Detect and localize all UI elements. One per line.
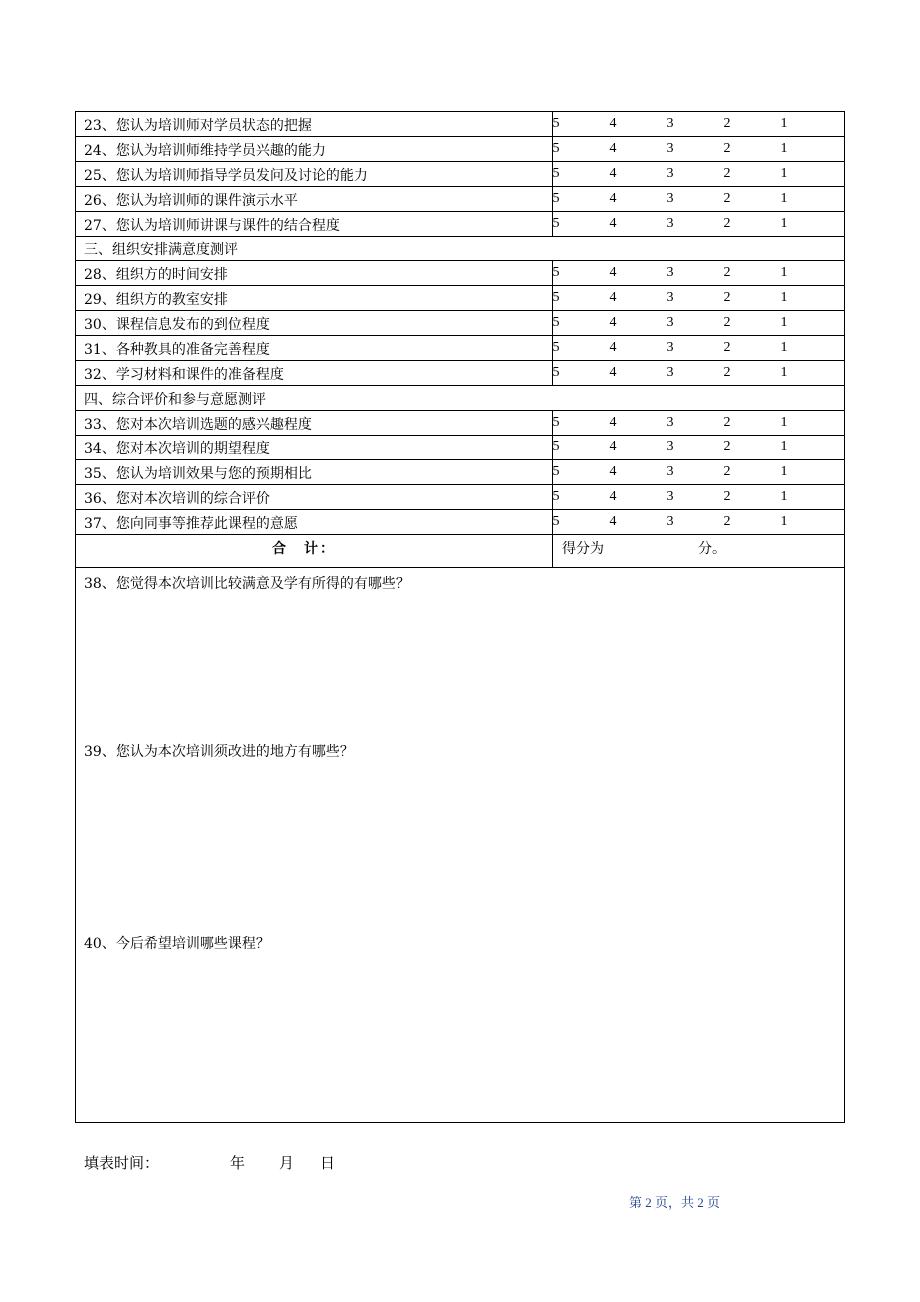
score-option[interactable]: 4 [609,439,617,455]
score-option[interactable]: 4 [609,414,617,430]
open-question: 38、您觉得本次培训比较满意及学有所得的有哪些？ [84,576,410,592]
question-text: 34、您对本次培训的期望程度 [84,441,270,458]
question-text: 27、您认为培训师讲课与课件的结合程度 [84,217,340,234]
table-row [76,187,844,212]
score-option[interactable]: 2 [723,165,731,181]
score-option[interactable]: 1 [780,414,788,430]
score-option[interactable]: 5 [552,165,560,181]
score-option[interactable]: 3 [666,116,674,131]
evaluation-table [75,111,845,1123]
score-option[interactable]: 1 [780,290,788,305]
question-text: 28、组织方的时间安排 [84,267,228,284]
score-option[interactable]: 5 [552,364,560,380]
score-option[interactable]: 4 [609,165,617,181]
question-text: 23、您认为培训师对学员状态的把握 [84,118,312,134]
table-row [76,361,844,386]
section-title: 三、组织安排满意度测评 [84,242,238,259]
score-option[interactable]: 1 [780,315,788,330]
score-option[interactable]: 3 [666,439,674,455]
score-option[interactable]: 4 [609,489,617,504]
table-row [76,112,844,137]
score-option[interactable]: 3 [666,165,674,181]
score-option[interactable]: 1 [780,140,788,156]
score-option[interactable]: 5 [552,265,560,281]
score-option[interactable]: 4 [609,215,617,231]
question-text: 31、各种教具的准备完善程度 [84,341,270,358]
score-option[interactable]: 1 [780,116,788,131]
score-option[interactable]: 1 [780,339,788,355]
table-row [76,510,844,535]
score-option[interactable]: 4 [609,339,617,355]
score-option[interactable]: 4 [609,315,617,330]
score-option[interactable]: 4 [609,514,617,529]
score-option[interactable]: 4 [609,290,617,305]
score-option[interactable]: 3 [666,315,674,330]
question-text: 30、课程信息发布的到位程度 [84,317,270,333]
score-option[interactable]: 2 [723,116,731,131]
question-text: 25、您认为培训师指导学员发问及讨论的能力 [84,167,368,184]
open-question: 39、您认为本次培训须改进的地方有哪些？ [84,744,354,760]
score-option[interactable]: 2 [723,315,731,330]
score-option[interactable]: 2 [723,265,731,281]
score-option[interactable]: 5 [552,489,560,504]
score-option[interactable]: 5 [552,140,560,156]
score-option[interactable]: 4 [609,364,617,380]
score-option[interactable]: 2 [723,364,731,380]
score-option[interactable]: 5 [552,116,560,131]
fill-day-label: 日 [320,1154,336,1172]
score-option[interactable]: 5 [552,339,560,355]
score-option[interactable]: 5 [552,514,560,529]
question-text: 26、您认为培训师的课件演示水平 [84,192,298,209]
score-option[interactable]: 3 [666,514,674,529]
table-row [76,435,844,460]
score-option[interactable]: 1 [780,439,788,455]
score-option[interactable]: 2 [723,439,731,455]
table-row [76,162,844,187]
score-option[interactable]: 5 [552,290,560,305]
score-option[interactable]: 5 [552,190,560,206]
table-row [76,336,844,361]
score-option[interactable]: 2 [723,290,731,305]
score-option[interactable]: 3 [666,339,674,355]
score-suffix: 分。 [698,541,726,557]
score-option[interactable]: 4 [609,265,617,281]
table-row [76,460,844,485]
score-option[interactable]: 3 [666,215,674,231]
score-option[interactable]: 1 [780,514,788,529]
score-option[interactable]: 1 [780,464,788,480]
score-option[interactable]: 5 [552,215,560,231]
score-option[interactable]: 3 [666,290,674,305]
section-header-row [76,386,844,411]
table-row [76,286,844,311]
score-option[interactable]: 3 [666,140,674,156]
score-option[interactable]: 5 [552,439,560,455]
score-option[interactable]: 4 [609,190,617,206]
score-option[interactable]: 4 [609,464,617,480]
table-row [76,485,844,510]
question-text: 24、您认为培训师维持学员兴趣的能力 [84,142,326,159]
score-option[interactable]: 1 [780,364,788,380]
column-divider [552,535,553,567]
question-text: 29、组织方的教室安排 [84,292,228,308]
question-text: 35、您认为培训效果与您的预期相比 [84,466,312,483]
score-option[interactable]: 1 [780,265,788,281]
fill-month-label: 月 [279,1154,295,1172]
score-option[interactable]: 2 [723,489,731,504]
table-row [76,261,844,286]
score-option[interactable]: 2 [723,190,731,206]
open-question: 40、今后希望培训哪些课程？ [84,936,270,952]
score-option[interactable]: 2 [723,464,731,480]
page-number: 第 2 页，共 2 页 [629,1195,721,1210]
score-option[interactable]: 3 [666,464,674,480]
score-option[interactable]: 4 [609,140,617,156]
score-option[interactable]: 5 [552,315,560,330]
question-text: 33、您对本次培训选题的感兴趣程度 [84,416,312,433]
score-option[interactable]: 1 [780,190,788,206]
score-option[interactable]: 2 [723,339,731,355]
question-text: 37、您向同事等推荐此课程的意愿 [84,516,298,532]
table-row [76,411,844,436]
score-option[interactable]: 2 [723,140,731,156]
score-option[interactable]: 3 [666,489,674,504]
table-row [76,137,844,162]
score-option[interactable]: 1 [780,489,788,504]
score-option[interactable]: 3 [666,414,674,430]
score-option[interactable]: 1 [780,165,788,181]
score-option[interactable]: 4 [609,116,617,131]
fill-time-label: 填表时间： [84,1154,160,1172]
score-prefix: 得分为 [562,541,604,557]
table-row [76,212,844,237]
score-option[interactable]: 2 [723,414,731,430]
score-option[interactable]: 3 [666,364,674,380]
total-label: 合 计： [272,541,336,557]
question-text: 32、学习材料和课件的准备程度 [84,366,284,383]
fill-year-label: 年 [230,1154,246,1172]
section-header-row [76,236,844,261]
total-row [76,535,844,568]
score-option[interactable]: 3 [666,265,674,281]
score-option[interactable]: 3 [666,190,674,206]
score-option[interactable]: 2 [723,514,731,529]
section-title: 四、综合评价和参与意愿测评 [84,391,266,408]
score-option[interactable]: 2 [723,215,731,231]
table-row [76,311,844,336]
score-option[interactable]: 5 [552,414,560,430]
score-option[interactable]: 5 [552,464,560,480]
question-text: 36、您对本次培训的综合评价 [84,491,270,507]
score-option[interactable]: 1 [780,215,788,231]
